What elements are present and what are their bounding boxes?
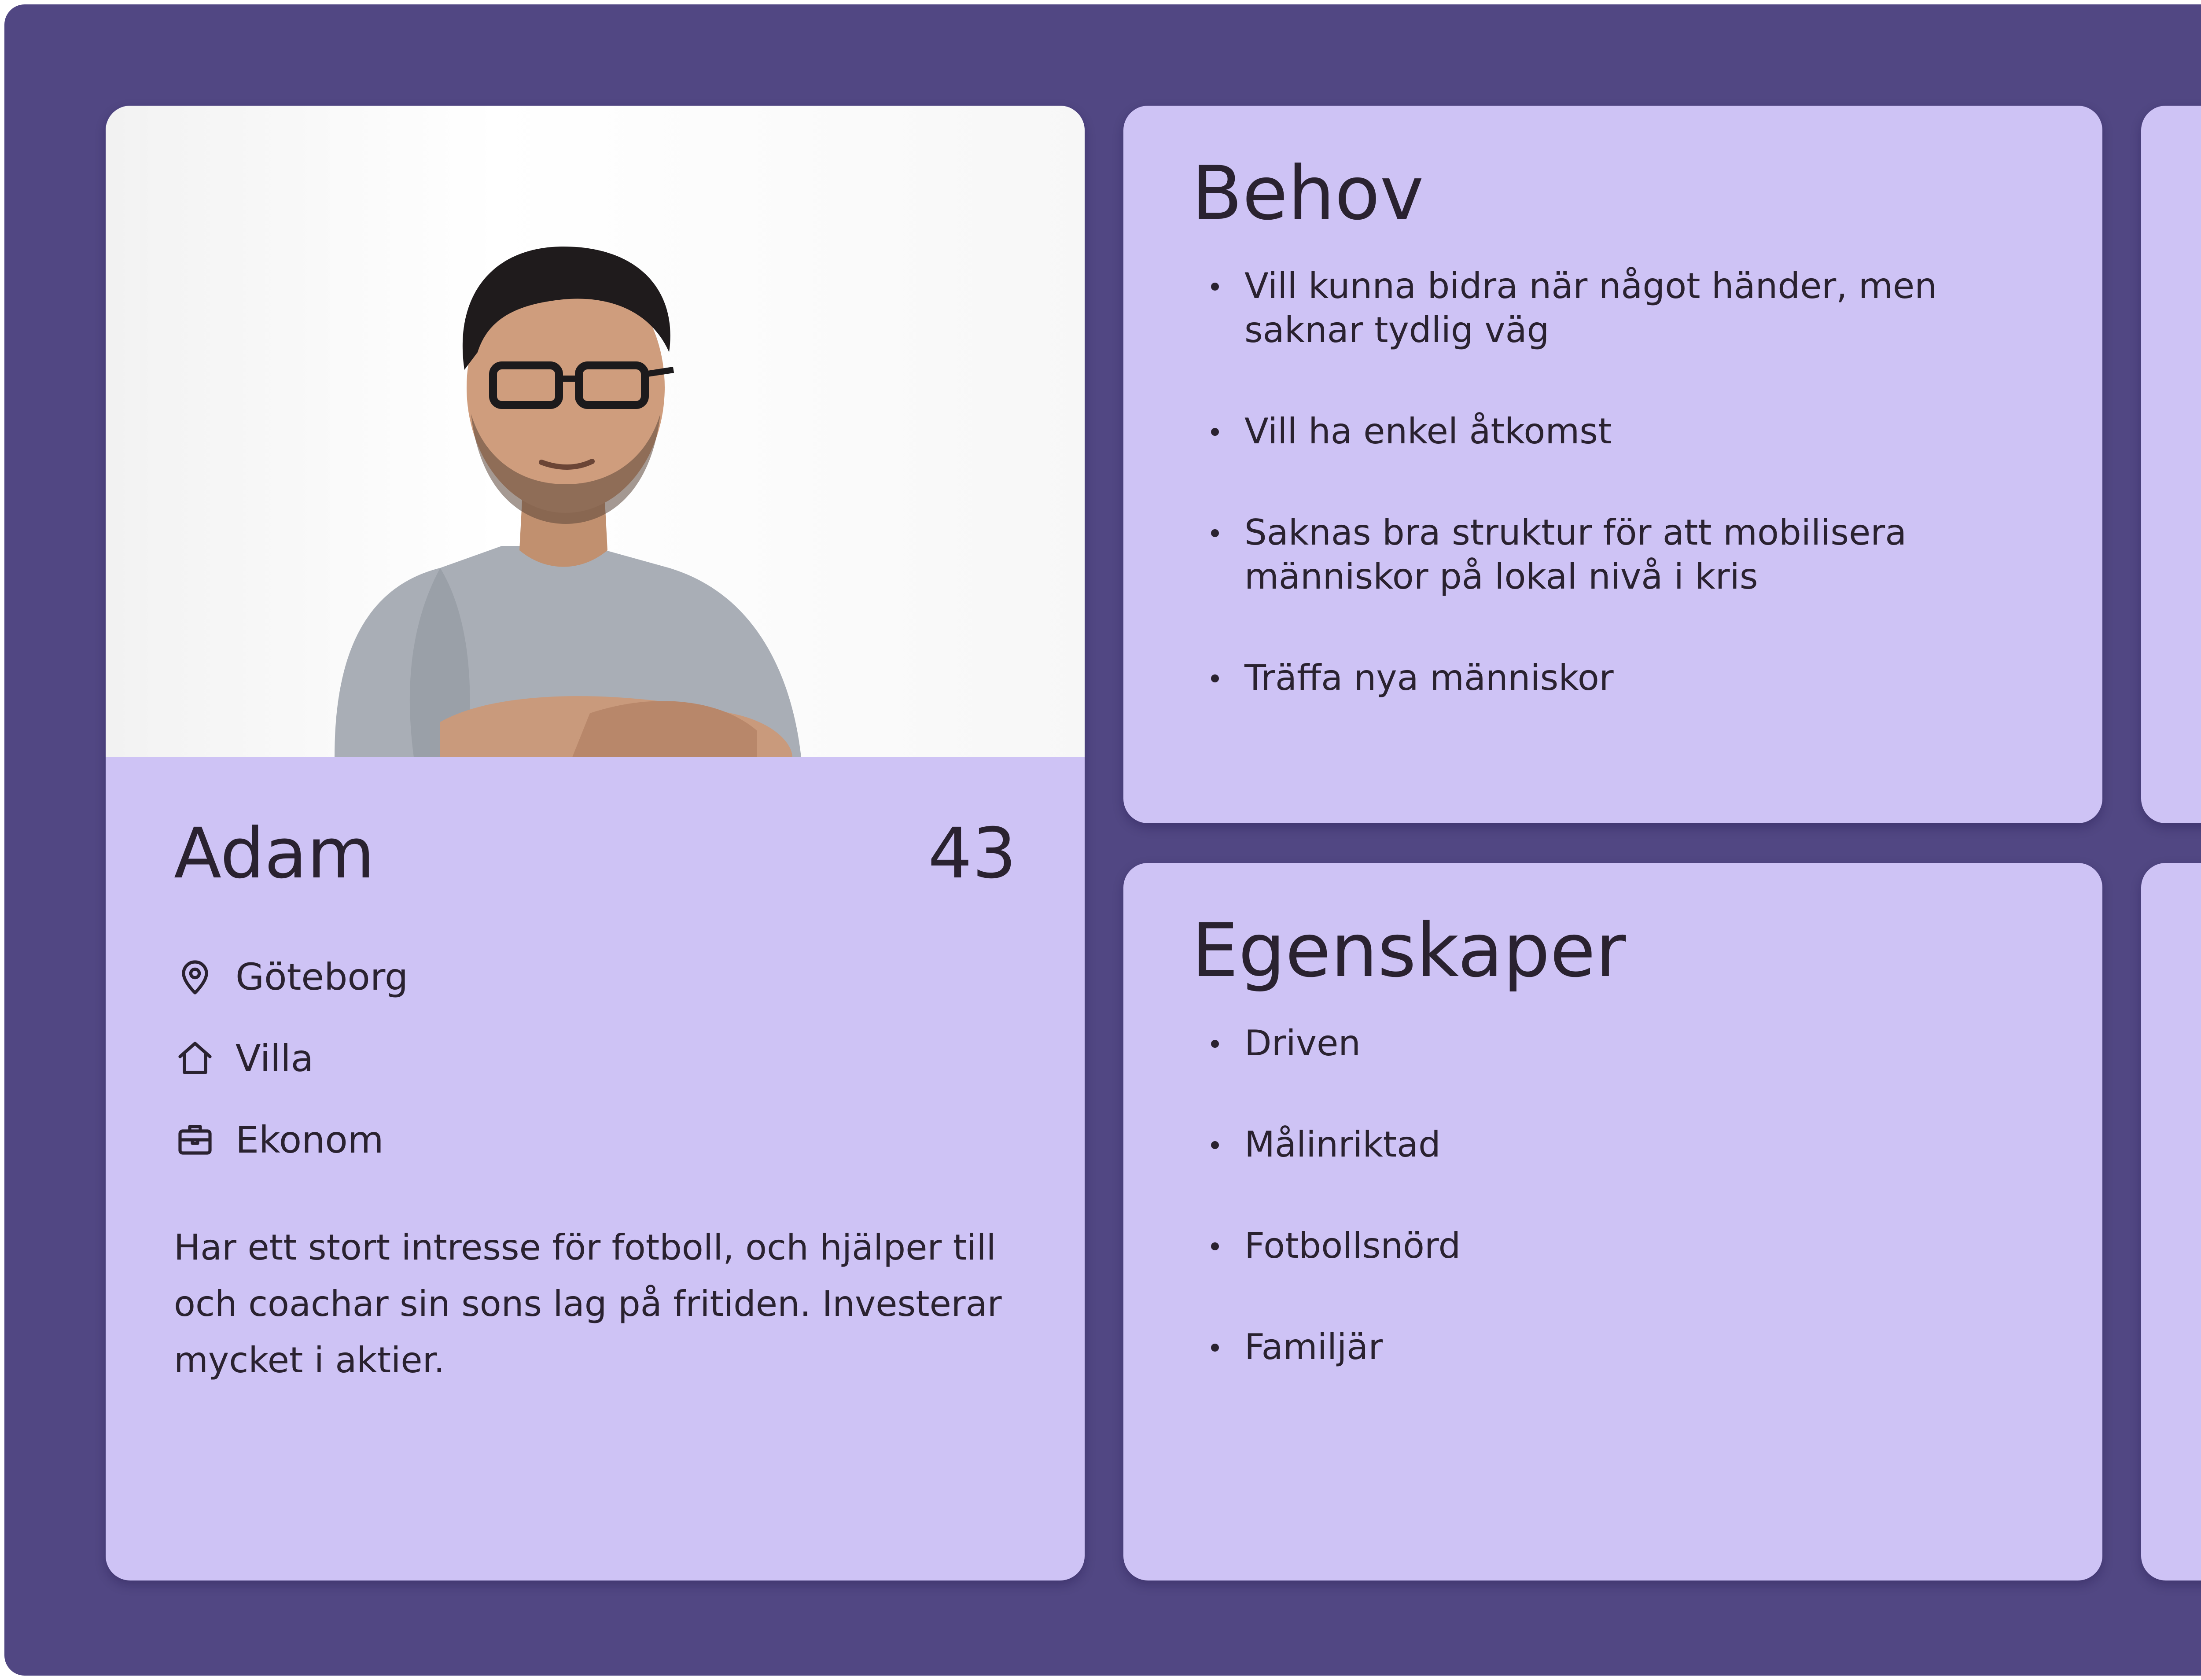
goals-card	[2141, 106, 2201, 823]
person-illustration	[106, 106, 1085, 757]
profile-photo	[106, 106, 1085, 757]
info-location	[174, 955, 408, 998]
list-item: Vill ha enkel åtkomst	[1192, 409, 2028, 453]
persona-bio: Har ett stort intresse för fotboll, och hjälper till och coachar sin sons lag på fritiden. Investerar mycket i aktier.	[174, 1227, 1002, 1381]
location-pin-icon	[174, 956, 216, 998]
home-icon	[174, 1037, 216, 1079]
persona-age: 43	[928, 813, 1016, 894]
info-occupation	[174, 1118, 384, 1161]
list-item: Målinriktad	[1192, 1123, 2028, 1167]
needs-card	[1123, 106, 2102, 823]
list-item: Driven	[1192, 1021, 2028, 1065]
info-housing-label: Villa	[236, 1037, 314, 1080]
list-item: Vill kunna bidra när något händer, men saknar tydlig väg	[1192, 264, 2028, 352]
info-occupation-label: Ekonom	[236, 1118, 384, 1161]
traits-list	[1192, 1021, 2028, 1426]
traits-card	[1123, 863, 2102, 1581]
needs-list	[1192, 264, 2028, 757]
list-item: Träffa nya människor	[1192, 656, 2028, 700]
needs-title: Behov	[1192, 150, 1424, 236]
traits-title: Egenskaper	[1192, 907, 1626, 994]
briefcase-icon	[174, 1119, 216, 1161]
persona-name: Adam	[174, 813, 375, 894]
profile-card	[106, 106, 1085, 1581]
pain-points-card	[2141, 863, 2201, 1581]
list-item: Fotbollsnörd	[1192, 1224, 2028, 1268]
list-item: Familjär	[1192, 1325, 2028, 1369]
list-item: Saknas bra struktur för att mobilisera människor på lokal nivå i kris	[1192, 511, 2028, 599]
persona-board	[4, 4, 2201, 1676]
info-location-label: Göteborg	[236, 955, 409, 998]
info-housing	[174, 1037, 313, 1080]
